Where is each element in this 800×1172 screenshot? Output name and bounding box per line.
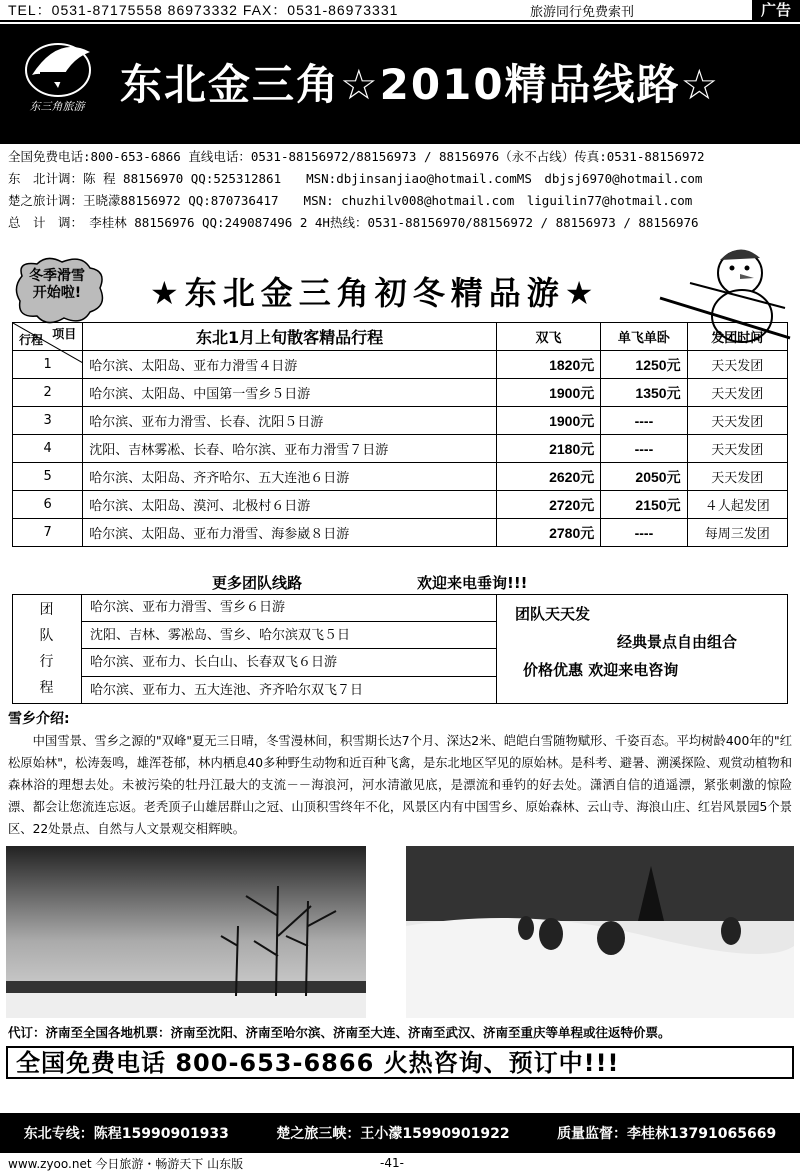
more-group-routes: [12, 570, 788, 594]
group-label-char: 团: [39, 602, 54, 618]
contact-row: 东 北计调：陈 程 88156970 QQ:525312861 MSN:dbjinsanjiao@hotmail.comMS dbjsj6970@hotmail.com: [8, 171, 703, 186]
row-double: 2720元: [496, 491, 600, 519]
row-single: 2150元: [601, 491, 687, 519]
ad-badge: 广告: [752, 0, 800, 22]
logo-name: 东三角旅游: [29, 100, 85, 113]
contact-row: 楚之旅计调：王晓濛88156972 QQ:870736417 MSN: chuzhilv008@hotmail.com liguilin77@hotmail.com: [8, 193, 693, 208]
skiing-photo: [406, 846, 794, 1018]
row-num: 6: [13, 491, 83, 519]
col-depart: 发团时间: [687, 323, 787, 351]
row-double: 1900元: [496, 379, 600, 407]
contact-bottom-bar: [0, 1113, 800, 1153]
table-header-row: [13, 323, 788, 351]
tel-fax-text: TEL：0531-87175558 86973332 FAX：0531-86973331: [8, 2, 399, 18]
more-left: 更多团队线路: [212, 574, 303, 592]
row-num: 1: [13, 351, 83, 379]
trip-table: [12, 322, 788, 547]
contact-info: [8, 146, 792, 238]
row-depart: ４人起发团: [687, 491, 787, 519]
contact-row: 总 计 调： 李桂林 88156976 QQ:249087496 2 4H热线：0531-88156970/88156972 / 88156973 / 88156976: [8, 215, 699, 230]
row-double: 2620元: [496, 463, 600, 491]
group-note: 团队天天发: [515, 605, 591, 623]
group-route: 哈尔滨、亚布力、五大连池、齐齐哈尔双飞７日: [82, 677, 497, 705]
section-title: ★东北金三角初冬精品游★: [150, 274, 600, 312]
group-route: 哈尔滨、亚布力、长白山、长春双飞６日游: [82, 649, 497, 677]
snow-intro-heading: 雪乡介绍:: [8, 711, 70, 727]
hotline-box: 全国免费电话 800-653-6866 火热咨询、预订中!!!: [6, 1046, 794, 1079]
row-route: 哈尔滨、太阳岛、亚布力滑雪４日游: [83, 351, 497, 379]
table-row: [13, 435, 788, 463]
row-single: 1350元: [601, 379, 687, 407]
snow-intro-body: 中国雪景、雪乡之源的"双峰"夏无三日晴，冬雪漫林间，积雪期长达7个月、深达2米、皑皑白雪随物赋形、千姿百态。平均树龄400年的"红松原始林"，松涛轰鸣，雄浑苍郁，林内栖息40多种野生动物和近百种飞禽，是东北地区罕见的原始林。是科考、避暑、溯溪探险、观赏动植物和森林浴的理想去处。未被污染的牡丹江最大的支流－－海浪河，河水清澈见底，是漂流和垂钓的好去处。潇洒自信的逍遥漂，紧张刺激的惊险漂、都会让您流连忘返。老秃顶子山雄居群山之冠、山顶积雪终年不化，风景区内有中国雪乡、原始森林、云山寺、海浪山庄、红岩风景园5个景区、22处景点、自然与人文景观交相辉映。: [8, 734, 792, 836]
row-single: ----: [601, 519, 687, 547]
row-depart: 天天发团: [687, 435, 787, 463]
row-num: 3: [13, 407, 83, 435]
row-depart: 每周三发团: [687, 519, 787, 547]
more-right: 欢迎来电垂询!!!: [417, 574, 528, 592]
winter-forest-photo: [6, 846, 366, 1018]
ski-season-badge: [22, 268, 92, 302]
corner-bottom-label: 行程: [19, 333, 44, 347]
page-footer: [0, 1154, 800, 1172]
top-contact-bar: [0, 0, 800, 22]
table-row: [13, 379, 788, 407]
row-double: 2780元: [496, 519, 600, 547]
group-label-char: 队: [39, 628, 54, 644]
row-route: 哈尔滨、太阳岛、齐齐哈尔、五大连池６日游: [83, 463, 497, 491]
group-route: 沈阳、吉林、雾凇岛、雪乡、哈尔滨双飞５日: [82, 622, 497, 650]
table-row: [13, 407, 788, 435]
row-route: 哈尔滨、太阳岛、漠河、北极村６日游: [83, 491, 497, 519]
page-title: 东北金三角☆2010精品线路☆: [120, 60, 721, 109]
row-single: ----: [601, 407, 687, 435]
row-double: 1820元: [496, 351, 600, 379]
free-catalog-text: 旅游同行免费索刊: [530, 3, 635, 19]
group-notes: [505, 600, 737, 684]
col-single: 单飞单卧: [601, 323, 687, 351]
contact-row: 全国免费电话:800-653-6866 直线电话：0531-88156972/88156973 / 88156976（永不占线）传真:0531-88156972: [8, 149, 705, 164]
group-note: 价格优惠 欢迎来电咨询: [523, 661, 679, 679]
table-row: [13, 519, 788, 547]
table-row: [13, 491, 788, 519]
row-num: 4: [13, 435, 83, 463]
group-note: 经典景点自由组合: [617, 633, 738, 651]
row-route: 哈尔滨、太阳岛、中国第一雪乡５日游: [83, 379, 497, 407]
row-double: 1900元: [496, 407, 600, 435]
badge-line: 冬季滑雪: [29, 268, 85, 284]
row-num: 7: [13, 519, 83, 547]
row-single: 2050元: [601, 463, 687, 491]
row-depart: 天天发团: [687, 379, 787, 407]
row-single: 1250元: [601, 351, 687, 379]
row-route: 哈尔滨、亚布力滑雪、长春、沈阳５日游: [83, 407, 497, 435]
row-double: 2180元: [496, 435, 600, 463]
bottom-contact: 楚之旅三峡：王小濛15990901922: [276, 1126, 510, 1142]
row-single: ----: [601, 435, 687, 463]
col-double: 双飞: [496, 323, 600, 351]
row-route: 沈阳、吉林雾凇、长春、哈尔滨、亚布力滑雪７日游: [83, 435, 497, 463]
row-depart: 天天发团: [687, 407, 787, 435]
row-depart: 天天发团: [687, 463, 787, 491]
badge-line: 开始啦!: [32, 285, 82, 301]
ticket-service-text: 代订：济南至全国各地机票：济南至沈阳、济南至哈尔滨、济南至大连、济南至武汉、济南至重庆等单程或往返特价票。: [8, 1025, 671, 1040]
header-title: 东北1月上旬散客精品行程: [83, 323, 497, 351]
footer-site: www.zyoo.net 今日旅游・畅游天下 山东版: [8, 1156, 244, 1171]
bottom-contact: 质量监督：李桂林13791065669: [557, 1126, 777, 1142]
row-route: 哈尔滨、太阳岛、亚布力滑雪、海参崴８日游: [83, 519, 497, 547]
group-label: [12, 594, 82, 704]
row-depart: 天天发团: [687, 351, 787, 379]
bottom-contact: 东北专线：陈程15990901933: [23, 1126, 229, 1142]
row-num: 5: [13, 463, 83, 491]
group-route: 哈尔滨、亚布力滑雪、雪乡６日游: [82, 594, 497, 622]
corner-cell: [13, 323, 83, 351]
group-label-char: 程: [39, 680, 54, 696]
table-row: [13, 351, 788, 379]
table-row: [13, 463, 788, 491]
row-num: 2: [13, 379, 83, 407]
corner-top-label: 项目: [52, 327, 77, 341]
group-label-char: 行: [39, 654, 54, 670]
company-logo: [10, 30, 105, 130]
page-number: -41-: [380, 1156, 404, 1170]
